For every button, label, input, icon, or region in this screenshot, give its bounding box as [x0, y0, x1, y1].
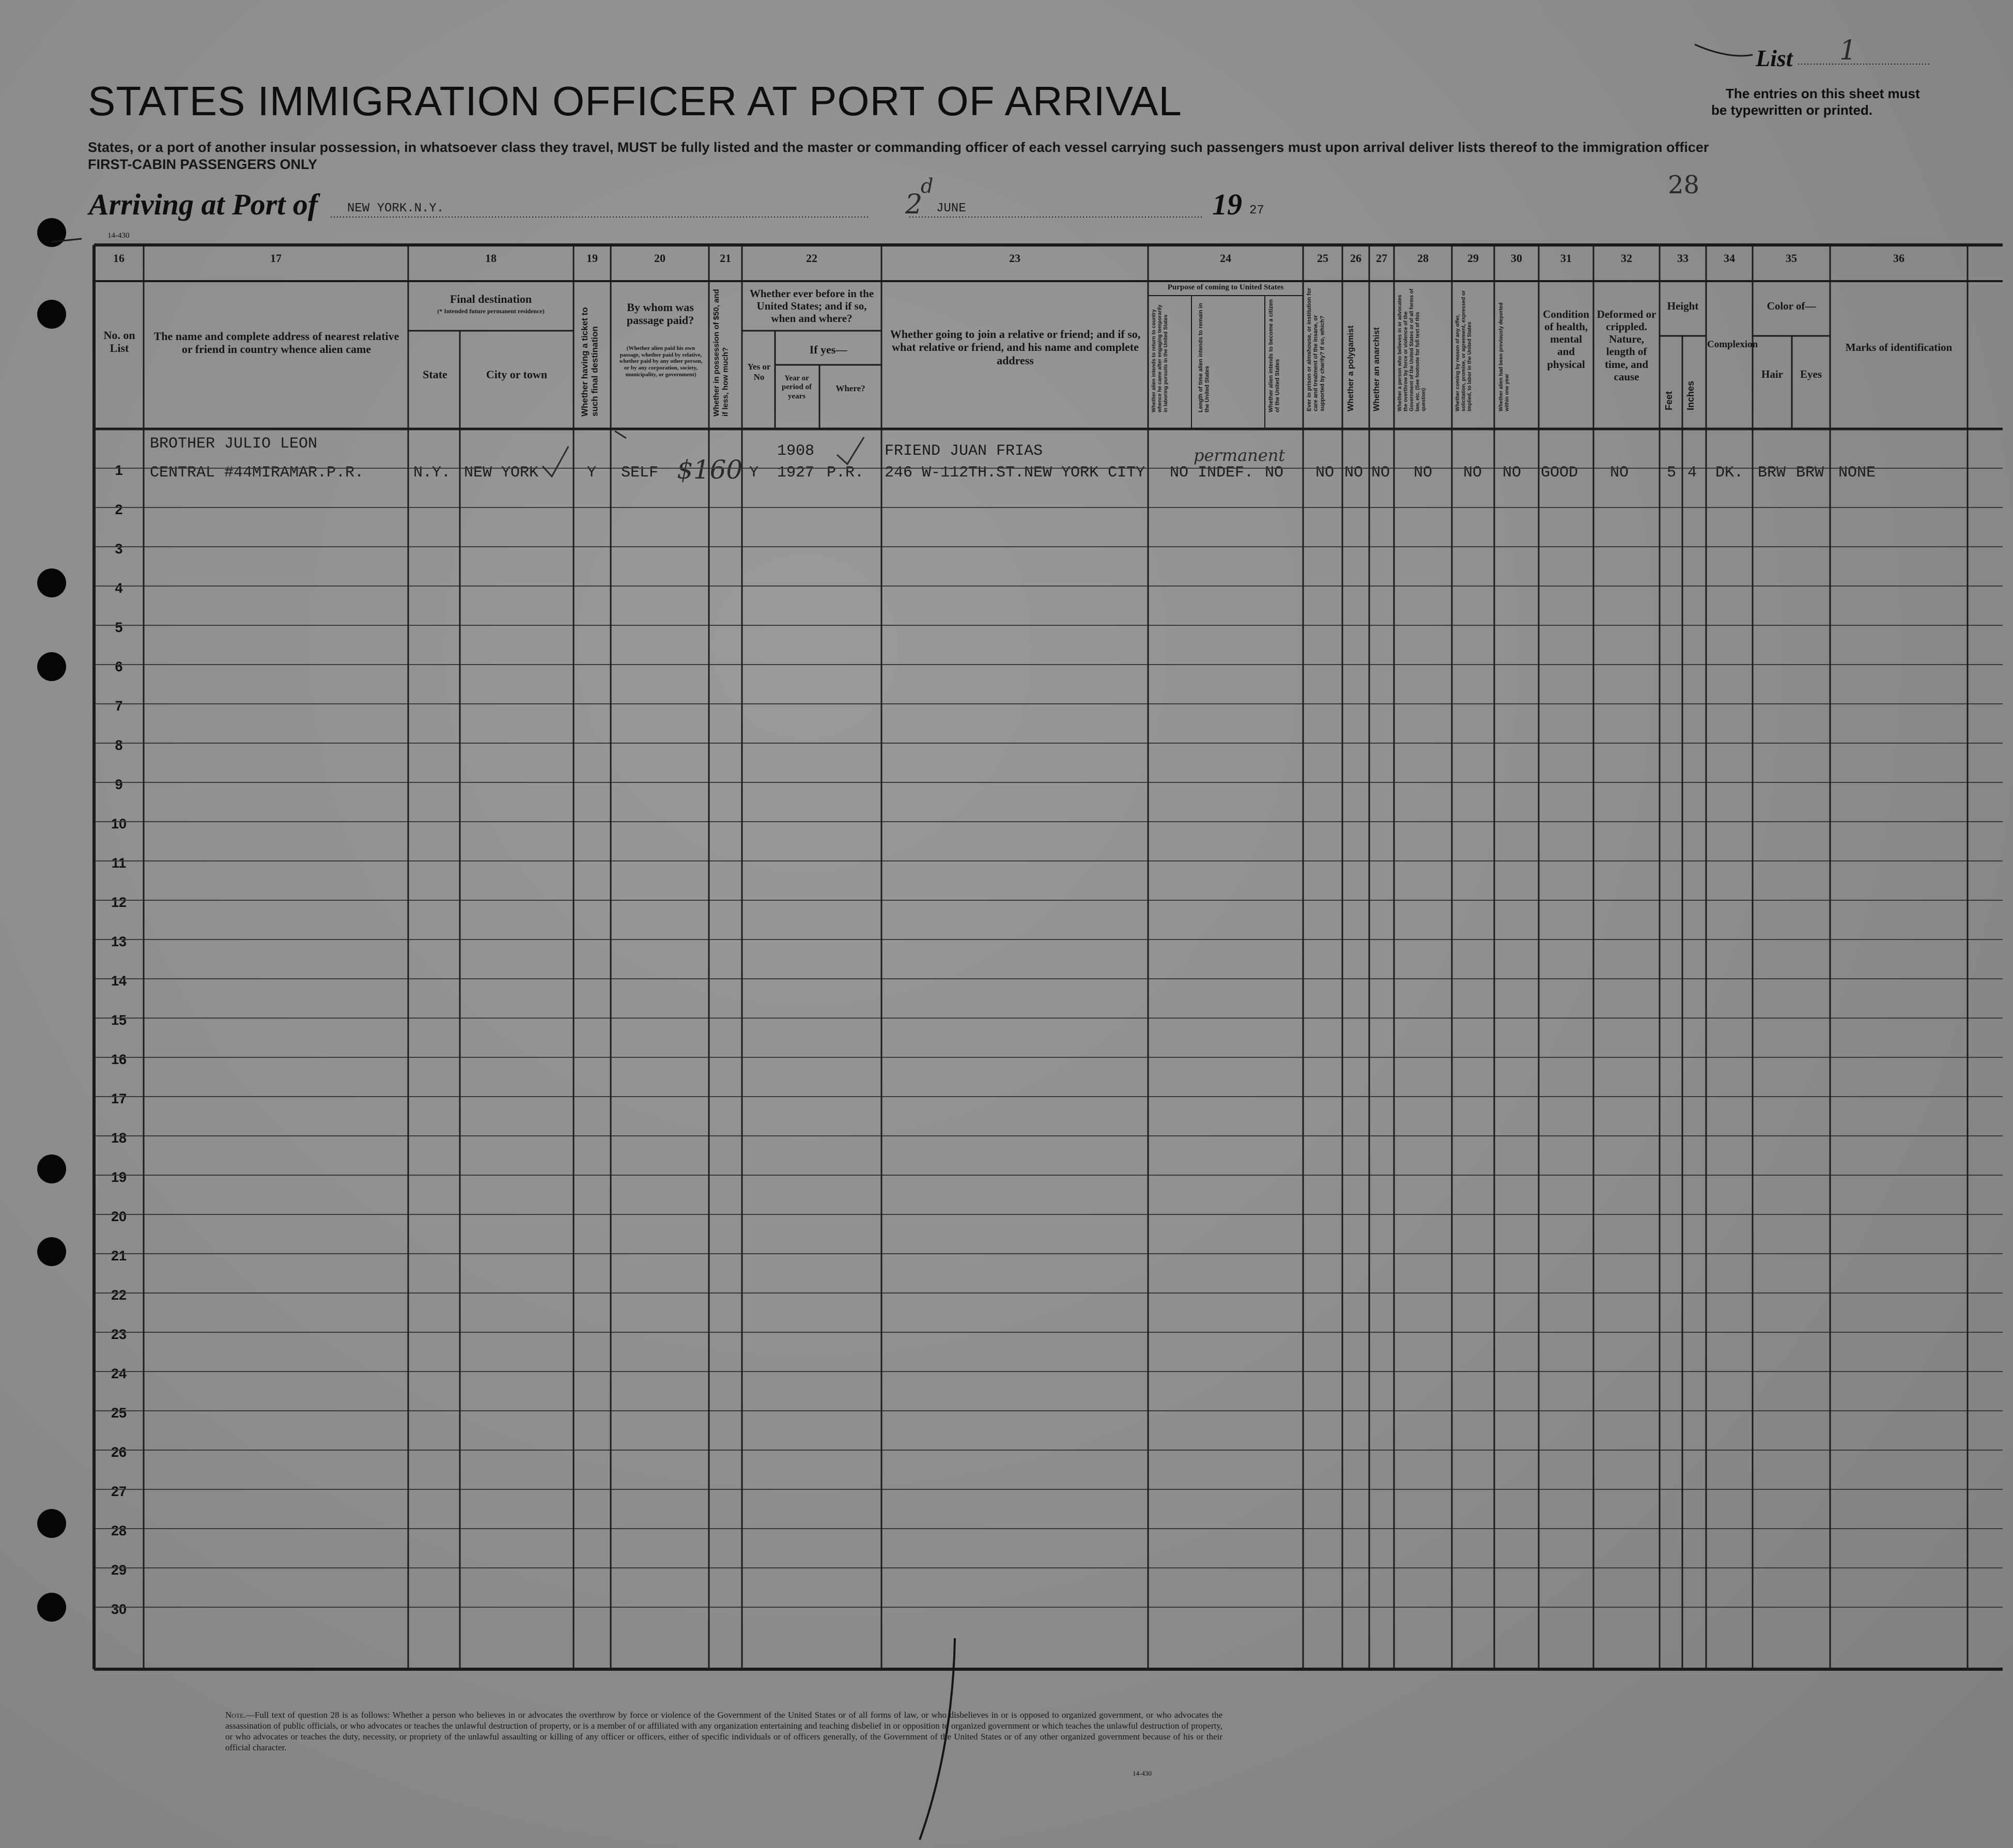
entry-feet: 5 [1667, 464, 1677, 482]
col-num-23: 23 [1009, 252, 1020, 265]
col-num-35: 35 [1786, 252, 1797, 265]
header-color-of: Color of— [1767, 300, 1816, 312]
entry-complexion: DK. [1715, 464, 1744, 482]
header-prison: Ever in prison or almshouse, or institution for care and treatment of the insane, or supported by charity? If so, which? [1306, 288, 1326, 411]
col-num-24: 24 [1220, 252, 1231, 265]
row-number-20: 20 [111, 1209, 127, 1224]
entry-deported: NO [1503, 464, 1522, 482]
entry-polygamist: NO [1344, 464, 1364, 482]
entry-before-where: P.R. [827, 464, 864, 482]
header-deformed: Deformed or crippled. Nature, length of time, and cause [1597, 308, 1656, 383]
header-labor-offer: Whether coming by reason of any offer, solicitation, promise, or agreement, expressed or implied, to labor in the United States [1455, 290, 1473, 411]
header-where: Where? [835, 383, 865, 393]
entry-overthrow: NO [1414, 464, 1433, 482]
header-height: Height [1667, 300, 1699, 312]
page-title: STATES IMMIGRATION OFFICER AT PORT OF ARRIVAL [88, 78, 1182, 124]
entry-city: NEW YORK [464, 464, 539, 482]
row-number-9: 9 [115, 777, 123, 792]
entry-before-year-1: 1908 [777, 442, 815, 460]
entry-relative-address: CENTRAL #44MIRAMAR.P.R. [150, 464, 364, 482]
row-number-12: 12 [111, 895, 127, 910]
entry-relative-name: BROTHER JULIO LEON [150, 435, 318, 453]
row-number-28: 28 [111, 1523, 127, 1538]
col-num-28: 28 [1417, 252, 1429, 265]
header-overthrow: Whether a person who believes in or advocates the overthrow by force or violence of the Government of the United States or of all forms of law, etc. (See footnote for full text of this question) [1397, 288, 1427, 411]
header-return-intent: Whether alien intends to return to country whence he came after engaging temporarily in laboring pursuits in the United States [1151, 304, 1169, 412]
entry-state: N.Y. [413, 464, 451, 482]
header-eyes: Eyes [1800, 368, 1822, 380]
entry-citizen: NO [1265, 464, 1284, 482]
row-number-24: 24 [111, 1366, 127, 1381]
row-number-23: 23 [111, 1327, 127, 1342]
row-number-2: 2 [115, 502, 123, 517]
col-num-26: 26 [1350, 252, 1361, 265]
row-number-11: 11 [111, 855, 127, 871]
row-number-14: 14 [111, 973, 127, 989]
row-number-8: 8 [115, 737, 123, 753]
header-year-or-period: Year or period of years [782, 374, 812, 401]
row-number-21: 21 [111, 1248, 127, 1264]
row-number-7: 7 [115, 698, 123, 714]
col-num-27: 27 [1376, 252, 1387, 265]
entry-ticket: Y [587, 464, 597, 482]
entry-money-handwritten: $160 [677, 455, 743, 485]
header-purpose: Purpose of coming to United States [1167, 283, 1284, 291]
header-hair: Hair [1761, 368, 1783, 380]
row-number-25: 25 [111, 1405, 127, 1421]
header-no-on-list: No. on List [103, 329, 135, 355]
header-length-of-stay: Length of time alien intends to remain in the United States [1198, 303, 1211, 412]
header-if-yes: If yes— [809, 343, 847, 356]
header-yes-or-no: Yes or No [747, 362, 771, 382]
header-passage-paid-note: (Whether alien paid his own passage, whether paid by relative, whether paid by any other person, or by any corporation, society, municipality, or government) [619, 345, 703, 378]
header-passage-paid: By whom was passage paid? [626, 301, 694, 327]
row-number-16: 16 [111, 1052, 127, 1067]
entry-join-address: 246 W-112TH.ST.NEW YORK CITY [885, 464, 1145, 482]
footnote-text: —Full text of question 28 is as follows: Whether a person who believes in or advocates the overthrow by force or violence of the Government of the United States or of all forms of law, or who disbelieves in or is opposed to organized government, or who advocates the assassination of public officials, or who advocates or teaches the unlawful destruction of property, or is a member of or affiliated with any organization entertaining and teaching disbelief in or opposition to organized government or which teaches the unlawful destruction of property, or who advocates or teaches the duty, necessity, or propriety of the unlawful assaulting or killing of any officer or officers, either of specific individuals or of officers generally, of the Government of the United States or of any other organized government because of his or their official character. [225, 1710, 1222, 1752]
col-num-17: 17 [270, 252, 282, 265]
col-num-16: 16 [113, 252, 125, 265]
entry-paid-by: SELF [621, 464, 659, 482]
row-number-3: 3 [115, 541, 123, 557]
month-value: JUNE [936, 202, 966, 215]
day-handwritten: 2 [905, 189, 923, 220]
row-number-18: 18 [111, 1130, 127, 1146]
col-num-32: 32 [1621, 252, 1632, 265]
footnote-label: Note. [225, 1710, 246, 1720]
entry-before-yes: Y [749, 464, 759, 482]
entry-health: GOOD [1541, 464, 1578, 482]
port-value: NEW YORK.N.Y. [347, 202, 444, 215]
entry-inches: 4 [1687, 464, 1697, 482]
col-num-22: 22 [806, 252, 817, 265]
header-nearest-relative: The name and complete address of nearest relative or friend in country whence alien came [153, 330, 399, 356]
form-number-bottom: 14-430 [1133, 1769, 1152, 1777]
list-number-handwritten: 1 [1839, 35, 1857, 66]
row-number-27: 27 [111, 1484, 127, 1499]
row-number-6: 6 [115, 659, 123, 674]
row-number-10: 10 [111, 816, 127, 831]
subtitle-line-2: FIRST-CABIN PASSENGERS ONLY [88, 157, 318, 172]
year-prefix: 19 [1212, 188, 1242, 221]
header-before-in-us: Whether ever before in the United States; and if so, when and where? [749, 287, 874, 325]
col-num-20: 20 [654, 252, 665, 265]
header-polygamist: Whether a polygamist [1346, 325, 1355, 411]
row-number-30: 30 [111, 1601, 127, 1617]
entry-prison: NO [1315, 464, 1335, 482]
header-state: State [423, 368, 447, 381]
col-num-31: 31 [1560, 252, 1572, 265]
row-number-13: 13 [111, 934, 127, 949]
col-num-30: 30 [1511, 252, 1522, 265]
row-number-4: 4 [115, 580, 123, 596]
row-number-5: 5 [115, 620, 123, 635]
entry-eyes: BRW [1796, 464, 1824, 482]
header-final-destination: Final destination [450, 292, 532, 305]
header-health: Condition of health, mental and physical [1543, 308, 1589, 371]
row-number-19: 19 [111, 1169, 127, 1185]
header-feet: Feet [1664, 391, 1674, 410]
entry-deformed: NO [1610, 464, 1629, 482]
col-num-21: 21 [720, 252, 731, 265]
col-num-19: 19 [586, 252, 598, 265]
entry-join-friend: FRIEND JUAN FRIAS [885, 442, 1043, 460]
row-number-17: 17 [111, 1091, 127, 1106]
day-suffix-handwritten: d [921, 175, 934, 197]
row-number-22: 22 [111, 1287, 127, 1303]
header-city-or-town: City or town [486, 368, 548, 381]
entries-note-line-1: The entries on this sheet must [1726, 86, 1920, 101]
header-citizen-intent: Whether alien intends to become a citizen of the United States [1268, 299, 1281, 412]
col-num-36: 36 [1893, 252, 1904, 265]
entry-before-year-2: 1927 [777, 464, 815, 482]
header-inches: Inches [1685, 380, 1696, 410]
entry-labor-offer: NO [1463, 464, 1482, 482]
row-number-15: 15 [111, 1012, 127, 1028]
col-num-29: 29 [1467, 252, 1479, 265]
page-number-handwritten: 28 [1668, 171, 1700, 199]
year-suffix: 27 [1249, 204, 1264, 218]
header-anarchist: Whether an anarchist [1372, 327, 1381, 411]
row-number-26: 26 [111, 1444, 127, 1460]
list-label: List [1756, 45, 1793, 71]
header-deported: Whether alien had been previously deported within one year [1498, 302, 1510, 411]
header-marks: Marks of identification [1845, 341, 1953, 353]
subtitle-line-1: States, or a port of another insular possession, in whatsoever class they travel, MUST be fully listed and the master or commanding officer of each vessel carrying such passengers must upon arrival deliver lists thereof to the immigration officer [88, 140, 1709, 155]
header-final-destination-note: (* Intended future permanent residence) [437, 307, 545, 315]
header-join-relative: Whether going to join a relative or friend; and if so, what relative or friend, and his name and complete address [890, 328, 1141, 367]
col-num-18: 18 [485, 252, 497, 265]
header-complexion: Complexion [1707, 339, 1758, 350]
entry-marks: NONE [1838, 464, 1876, 482]
col-num-34: 34 [1724, 252, 1735, 265]
col-num-25: 25 [1317, 252, 1328, 265]
col-num-33: 33 [1677, 252, 1689, 265]
row-number-1: 1 [115, 463, 123, 478]
entries-note-line-2: be typewritten or printed. [1711, 102, 1873, 118]
entry-length-handwritten: permanent [1194, 445, 1286, 465]
header-money: Whether in possession of $50, and if less, how much? [712, 289, 730, 417]
entry-length-of-stay: INDEF. [1198, 464, 1254, 482]
row-number-29: 29 [111, 1562, 127, 1578]
header-ticket: Whether having a ticket to such final destination [580, 307, 600, 417]
entry-anarchist: NO [1371, 464, 1390, 482]
arriving-label: Arriving at Port of [89, 188, 318, 221]
entry-hair: BRW [1758, 464, 1786, 482]
entry-return-intent: NO [1170, 464, 1189, 482]
form-number-top: 14-430 [107, 232, 130, 240]
